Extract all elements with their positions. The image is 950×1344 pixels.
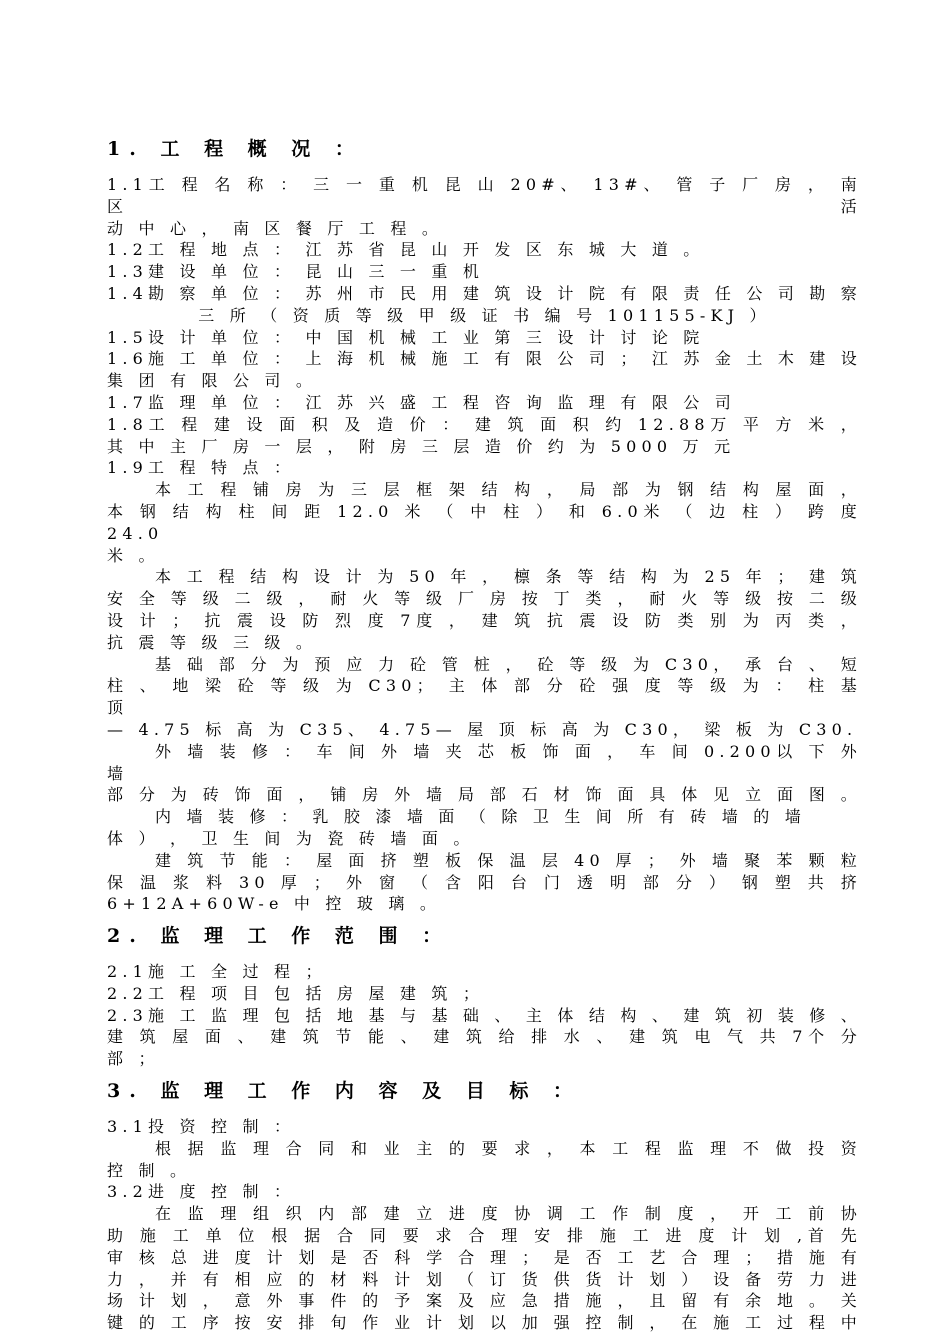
section-supervision-content <box>107 1076 862 1334</box>
text-line: 柱 、 地 梁 砼 等 级 为 C30； 主 体 部 分 砼 强 度 等 级 为 ： 柱 基 顶 <box>107 676 862 718</box>
text-line: 部 ； <box>107 1049 160 1069</box>
text-line: 保 温 浆 料 30 厚 ； 外 窗 （ 含 阳 台 门 透 明 部 分 ） 钢 塑 共 挤 <box>107 872 862 892</box>
text-line: 根 据 监 理 合 同 和 业 主 的 要 求 ， 本 工 程 监 理 不 做 投 资 <box>155 1138 862 1158</box>
text-line: 1.7监 理 单 位 ： 江 苏 兴 盛 工 程 咨 询 监 理 有 限 公 司 <box>107 392 736 412</box>
text-line: 三 所 （ 资 质 等 级 甲 级 证 书 编 号 101155-KJ ） <box>198 305 771 325</box>
section-supervision-scope <box>107 921 862 1070</box>
text-line: 控 制 。 <box>107 1160 192 1180</box>
text-line: 3.1投 资 控 制 ： <box>107 1117 296 1137</box>
text-line: 其 中 主 厂 房 一 层 ， 附 房 三 层 造 价 约 为 5000 万 元 <box>107 436 736 456</box>
text-line: 在 监 理 组 织 内 部 建 立 进 度 协 调 工 作 制 度 ， 开 工 前 协 <box>155 1204 862 1224</box>
text-line: 助 施 工 单 位 根 据 合 同 要 求 合 理 安 排 施 工 进 度 计 划 ,首 先 <box>107 1226 862 1246</box>
text-line: 2.1施 工 全 过 程 ； <box>107 962 327 982</box>
text-line: 2.2工 程 项 目 包 括 房 屋 建 筑 ； <box>107 983 485 1003</box>
text-line: 体 ） ， 卫 生 间 为 瓷 砖 墙 面 。 <box>107 828 475 848</box>
text-line: 抗 震 等 级 三 级 。 <box>107 632 318 652</box>
text-line: 动 中 心 ， 南 区 餐 厅 工 程 。 <box>107 218 444 238</box>
text-line: 安 全 等 级 二 级 ， 耐 火 等 级 厂 房 按 丁 类 ， 耐 火 等 级 按 二 级 <box>107 589 862 609</box>
section-project-overview <box>107 134 862 915</box>
text-line: 1.1工 程 名 称 ： 三 一 重 机 昆 山 20#、 13#、 管 子 厂 房 ， 南 区 活 <box>107 175 862 216</box>
text-line: 1.5设 计 单 位 ： 中 国 机 械 工 业 第 三 设 计 讨 论 院 <box>107 327 705 347</box>
text-line: 1.3建 设 单 位 ： 昆 山 三 一 重 机 <box>107 262 485 282</box>
text-line: 建 筑 节 能 ： 屋 面 挤 塑 板 保 温 层 40 厚 ； 外 墙 聚 苯 颗 粒 <box>155 850 862 870</box>
text-line: 米 。 <box>107 545 160 565</box>
text-line: 2.3施 工 监 理 包 括 地 基 与 基 础 、 主 体 结 构 、 建 筑 初 装 修 、 <box>107 1005 862 1025</box>
text-line: 内 墙 装 修 ： 乳 胶 漆 墙 面 （ 除 卫 生 间 所 有 砖 墙 的 墙 <box>155 807 806 827</box>
text-line: 1.8工 程 建 设 面 积 及 造 价 ： 建 筑 面 积 约 12.88万 平 方 米 ， <box>107 414 862 434</box>
section-heading: 2. 监 理 工 作 范 围 ： <box>107 925 451 948</box>
text-line: 1.6施 工 单 位 ： 上 海 机 械 施 工 有 限 公 司 ； 江 苏 金 土 木 建 设 <box>107 349 862 369</box>
text-line: 本 工 程 铺 房 为 三 层 框 架 结 构 ， 局 部 为 钢 结 构 屋 面 ， <box>155 480 862 500</box>
text-line: — 4.75 标 高 为 C35、 4.75— 屋 顶 标 高 为 C30， 梁 板 为 C30. <box>107 719 858 739</box>
text-line: 基 础 部 分 为 预 应 力 砼 管 桩 ， 砼 等 级 为 C30， 承 台 、 短 <box>155 654 862 674</box>
text-line: 本 钢 结 构 柱 间 距 12.0 米 （ 中 柱 ） 和 6.0米 （ 边 柱 ） 跨 度 24.0 <box>107 501 862 543</box>
text-line: 6+12A+60W-e 中 控 玻 璃 。 <box>107 894 442 914</box>
text-line: 集 团 有 限 公 司 。 <box>107 371 318 391</box>
text-line: 1.4勘 察 单 位 ： 苏 州 市 民 用 建 筑 设 计 院 有 限 责 任 公 司 勘 察 <box>107 283 862 303</box>
text-line: 审 核 总 进 度 计 划 是 否 科 学 合 理 ； 是 否 工 艺 合 理 ； 措 施 有 <box>107 1247 862 1267</box>
text-line: 场 计 划 ， 意 外 事 件 的 予 案 及 应 急 措 施 ， 且 留 有 余 地 。 关 <box>107 1291 862 1311</box>
text-line: 外 墙 装 修 ： 车 间 外 墙 夹 芯 板 饰 面 ， 车 间 0.200以 下 外 墙 <box>107 741 862 783</box>
text-line: 3.2进 度 控 制 ： <box>107 1182 296 1202</box>
section-heading: 3. 监 理 工 作 内 容 及 目 标 ： <box>107 1080 581 1103</box>
text-line: 本 工 程 结 构 设 计 为 50 年 ， 檩 条 等 结 构 为 25 年 ； 建 筑 <box>155 567 862 587</box>
text-line: 键 的 工 序 按 安 排 旬 作 业 计 划 以 加 强 控 制 ， 在 施 工 过 程 中 <box>107 1313 862 1333</box>
text-line: 设 计 ； 抗 震 设 防 烈 度 7度 ， 建 筑 抗 震 设 防 类 别 为 丙 类 ， <box>107 610 862 630</box>
text-line: 1.9工 程 特 点 ： <box>107 458 296 478</box>
text-line: 建 筑 屋 面 、 建 筑 节 能 、 建 筑 给 排 水 、 建 筑 电 气 共 7个 分 <box>107 1027 862 1047</box>
text-line: 力 ， 并 有 相 应 的 材 料 计 划 （ 订 货 供 货 计 划 ） 设 备 劳 力 进 <box>107 1269 862 1289</box>
text-line: 部 分 为 砖 饰 面 ， 铺 房 外 墙 局 部 石 材 饰 面 具 体 见 立 面 图 。 <box>107 785 862 805</box>
text-line: 1.2工 程 地 点 ： 江 苏 省 昆 山 开 发 区 东 城 大 道 。 <box>107 240 705 260</box>
section-heading: 1. 工 程 概 况 ： <box>107 138 363 160</box>
